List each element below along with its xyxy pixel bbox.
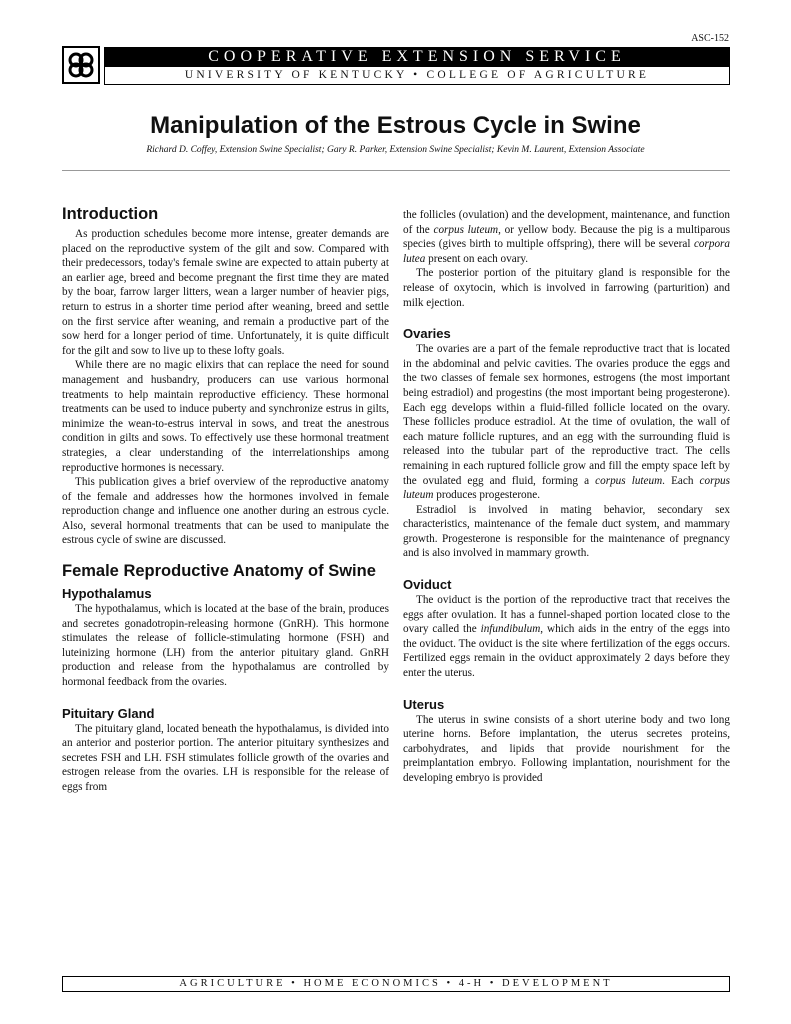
intro-paragraph-2: While there are no magic elixirs that can replace the need for sound management and husbandry, producers can use various hormonal treatments to help maintain reproductive efficiency. These hormonal treatments can be used to induce puberty and synchronize estrus in gilts, minimize the wean-to-estrus interval in sows, and treat the anestrous condition in gilts and sows. To effectively use these hormonal treatment strategies, a clear understanding of the interrelationships among reproductive hormones is necessary. (62, 359, 389, 474)
footer-banner: AGRICULTURE • HOME ECONOMICS • 4-H • DEVELOPMENT (62, 976, 730, 992)
hypothalamus-heading: Hypothalamus (62, 586, 152, 602)
pituitary-paragraph: The pituitary gland, located beneath the hypothalamus, is divided into an anterior and posterior portion. The anterior pituitary synthesizes and secretes FSH and LH. FSH stimulates follicle growth of the ovaries and estrogen release from the ovaries. LH is responsible for the release of eggs from (62, 722, 389, 793)
extension-service-logo-icon (62, 46, 100, 84)
posterior-pituitary-paragraph: The posterior portion of the pituitary gland is responsible for the release of oxytocin, which is involved in farrowing (parturition) and milk ejection. (403, 267, 730, 309)
page-title: Manipulation of the Estrous Cycle in Swine (150, 112, 641, 139)
authors: Richard D. Coffey, Extension Swine Specialist; Gary R. Parker, Extension Swine Specialist; Kevin M. Laurent, Extension Associate (146, 145, 645, 155)
pituitary-continued-paragraph: the follicles (ovulation) and the development, maintenance, and function of the corpus luteum, or yellow body. Because the pig is a multiparous species (gives birth to multiple offspring), there will be several corpora lutea present on each ovary. (403, 209, 730, 265)
left-column (62, 205, 389, 795)
intro-paragraph-3: This publication gives a brief overview of the reproductive anatomy of the female and addresses how the hormones involved in female reproduction change and influence one another during an estrous cycle. Also, several hormonal treatments that can be used to manipulate the estrous cycle of swine are discussed. (62, 476, 389, 547)
uterus-heading: Uterus (403, 696, 445, 712)
header-banner (104, 47, 730, 85)
intro-heading: Introduction (62, 205, 159, 223)
uterus-paragraph: The uterus in swine consists of a short uterine body and two long uterine horns. Before implantation, the uterus secretes proteins, carbohydrates, and lipids that provide nourishment for the preimplantation embryo. Following implantation, nourishment for the developing embryo is provided (403, 713, 730, 784)
anatomy-heading: Female Reproductive Anatomy of Swine (62, 562, 376, 581)
right-column (403, 208, 730, 786)
intro-paragraph-1: As production schedules become more intense, greater demands are placed on the reproductive system of the gilt and sow. Compared with their predecessors, today's female swine are expected to attain puberty at an earlier age, breed and become pregnant the first time they are mated by the boar, farrow larger litters, wean a larger number of heavier pigs, return to estrus in a shorter time period after weaning, breed and settle on the first service after weaning, and remain a productive part of the sow herd for a longer period of time. Unfortunately, it is quite difficult for the gilt and sow to live up to these lofty goals. (62, 228, 389, 357)
pituitary-heading: Pituitary Gland (62, 705, 155, 721)
oviduct-heading: Oviduct (403, 577, 452, 593)
banner-bottom: UNIVERSITY OF KENTUCKY • COLLEGE OF AGRICULTURE (104, 67, 730, 85)
ovaries-paragraph-2: Estradiol is involved in mating behavior, secondary sex characteristics, maintenance of the female duct system, and mammary growth. Progesterone is responsible for the maintenance of pregnancy and is also involved in mammary growth. (403, 503, 730, 560)
ovaries-paragraph-1: The ovaries are a part of the female reproductive tract that is located in the abdominal and pelvic cavities. The ovaries produce the eggs and the two classes of female sex hormones, estrogens (the most important being estradiol) and progestins (the most important being progesterone). Each egg develops within a fluid-filled follicle located on the ovary. These follicles produce estradiol. At the time of ovulation, the wall of each mature follicle ruptures, and an egg with the surrounding fluid is released into the tubular part of the reproductive tract. The cells remaining in each ruptured follicle grow and fill the empty space left by the ovulated egg and fluid, forming a corpus luteum. Each corpus luteum produces progesterone. (403, 343, 731, 502)
banner-top: COOPERATIVE EXTENSION SERVICE (104, 47, 730, 67)
oviduct-paragraph: The oviduct is the portion of the reproductive tract that receives the eggs after ovulation. It has a funnel-shaped portion located close to the ovary called the infundibulum, which aids in the entry of the eggs into the oviduct. The oviduct is the site where fertilization of the eggs occurs. Fertilized eggs remain in the oviduct approximately 2 days before they enter the uterus. (403, 594, 730, 680)
ovaries-heading: Ovaries (403, 326, 451, 342)
document-number: ASC-152 (691, 33, 729, 44)
hypothalamus-paragraph: The hypothalamus, which is located at the base of the brain, produces and secretes gonadotropin-releasing hormone (GnRH). This hormone stimulates the release of follicle-stimulating hormone (FSH) and luteinizing hormone (LH) from the anterior pituitary gland. GnRH production and release from the hypothalamus are controlled by hormonal feedback from the ovaries. (62, 603, 389, 689)
divider (62, 170, 730, 171)
